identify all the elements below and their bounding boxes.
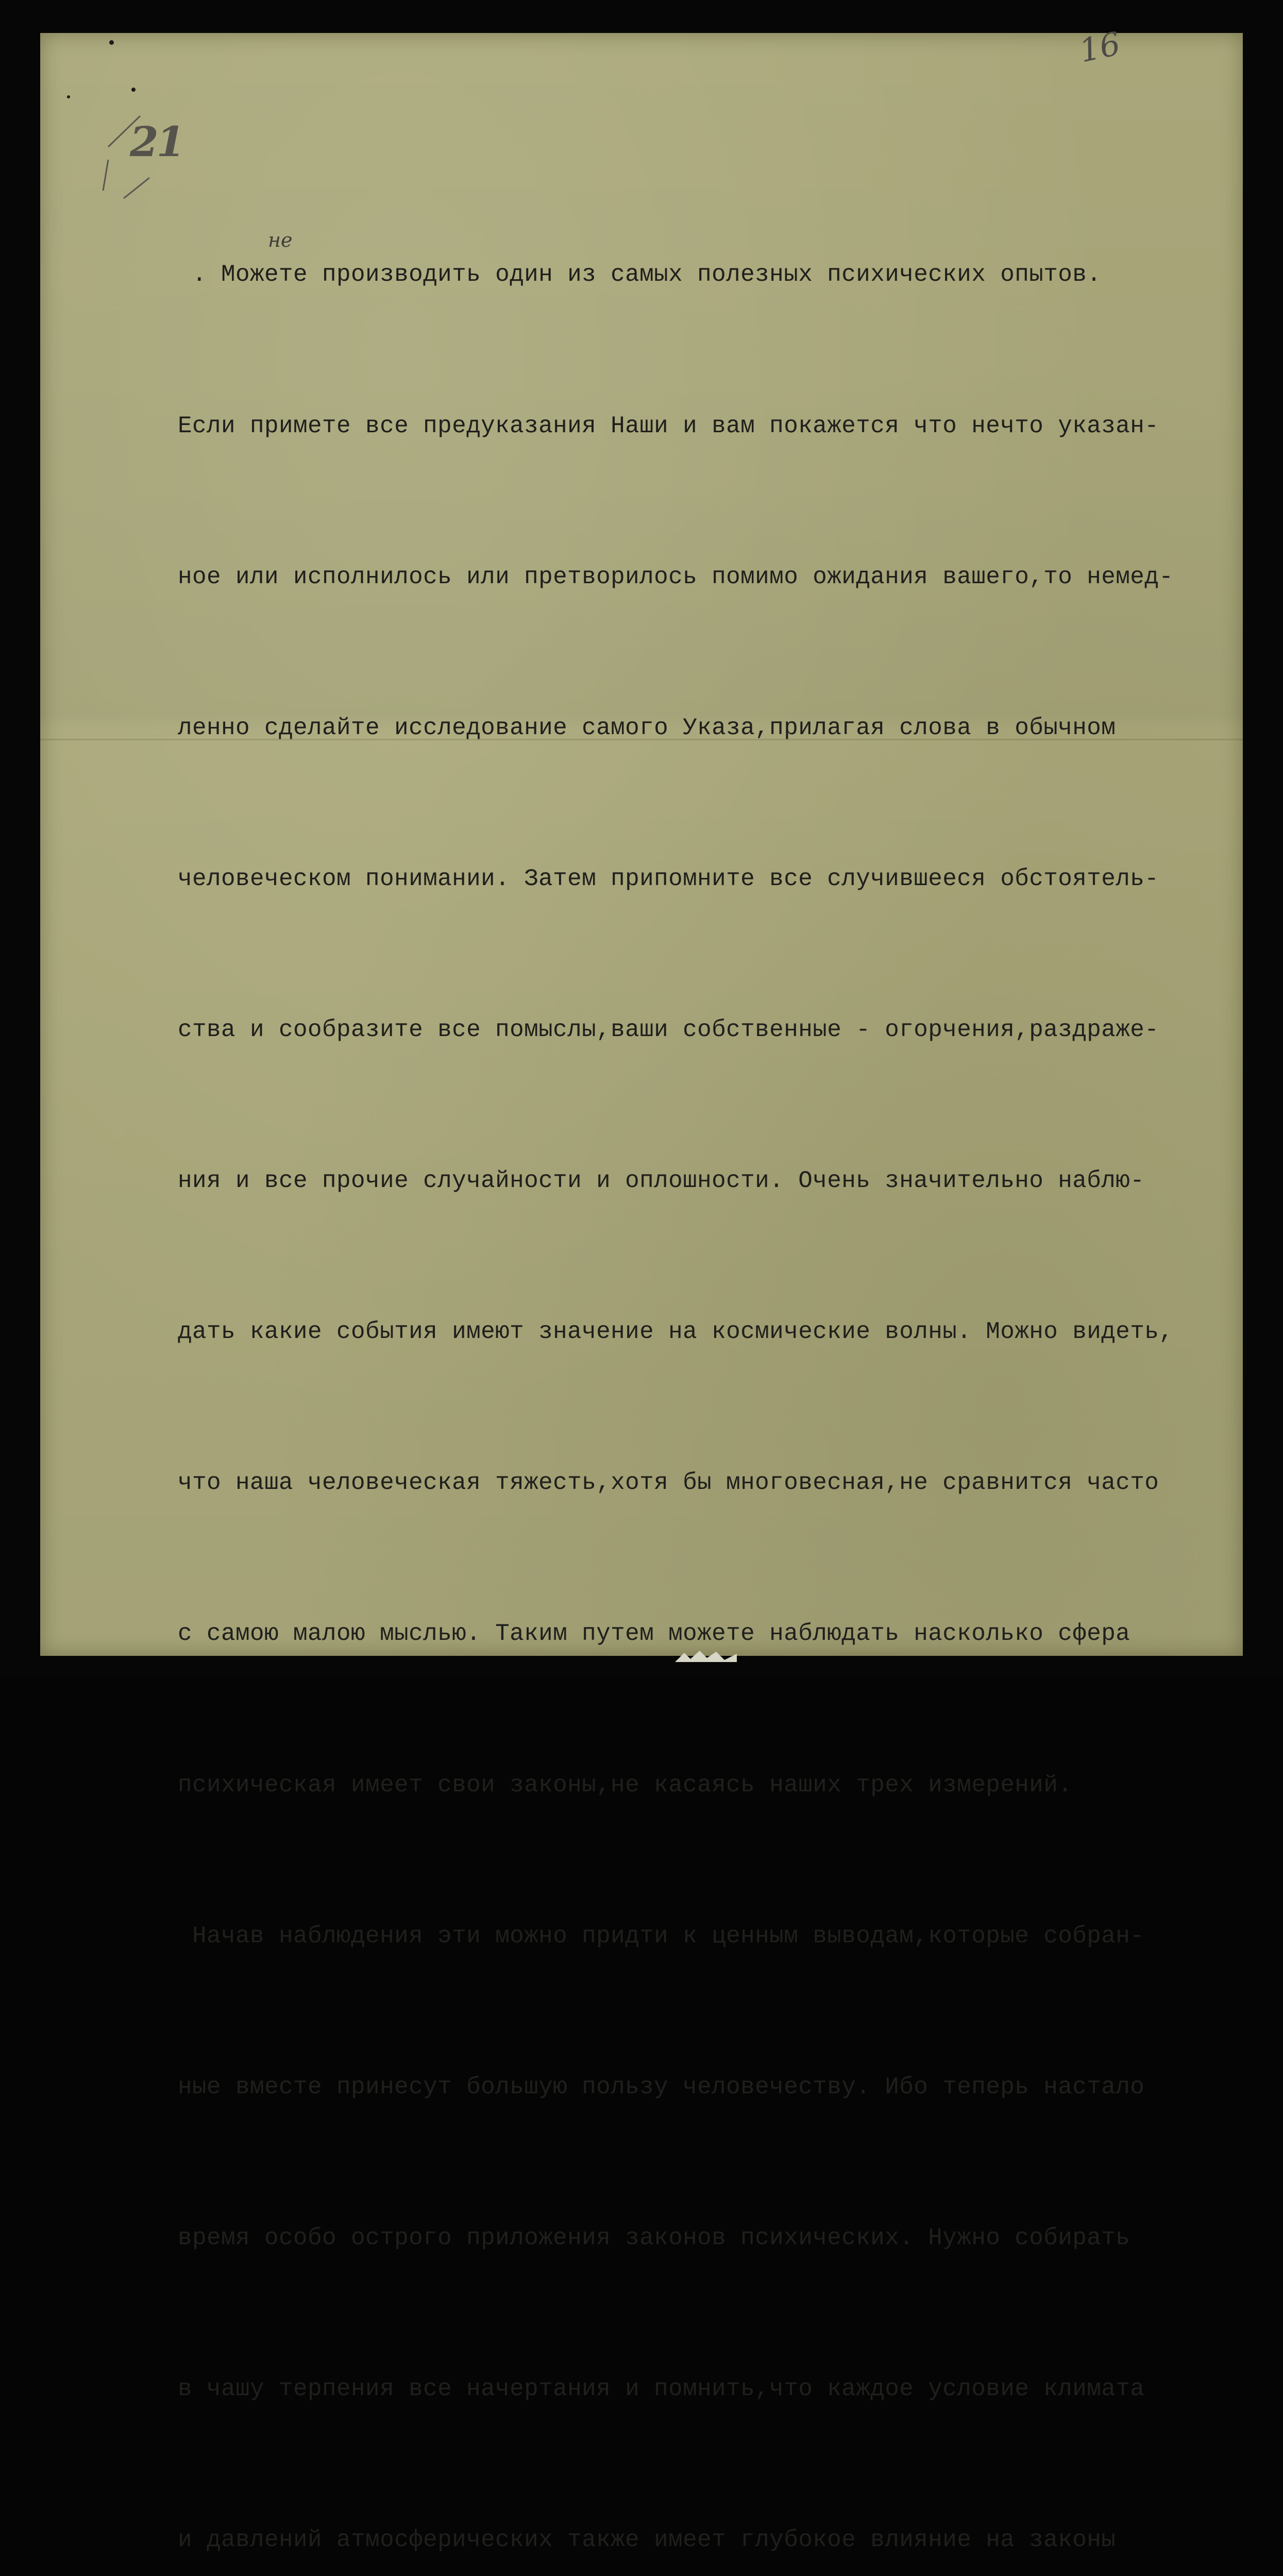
text-line: . Можете производить один из самых полезных психических опытов. bbox=[178, 261, 1102, 289]
text-line: Если примете все предуказания Наши и вам покажется что нечто указан- bbox=[178, 412, 1159, 439]
text-line: человеческом понимании. Затем припомните все случившееся обстоятель- bbox=[178, 865, 1159, 892]
ink-speck bbox=[67, 95, 70, 98]
paragraph-number: 21 bbox=[130, 117, 183, 166]
text-line: в чашу терпения все начертания и помнить,что каждое условие климата bbox=[178, 2375, 1145, 2402]
typed-text bbox=[178, 149, 1239, 2576]
text-line: ные вместе принесут большую пользу человечеству. Ибо теперь настало bbox=[178, 2073, 1145, 2100]
text-line: и давлений атмосферических также имеет глубокое влияние на законы bbox=[178, 2527, 1116, 2554]
page-number: 16 bbox=[1076, 24, 1124, 70]
text-line: ленно сделайте исследование самого Указа,прилагая слова в обычном bbox=[178, 714, 1116, 741]
text-line: ное или исполнилось или претворилось помимо ожидания вашего,то немед- bbox=[178, 563, 1174, 590]
text-line: ства и сообразите все помыслы,ваши собственные - огорчения,раздраже- bbox=[178, 1016, 1159, 1043]
text-line: ния и все прочие случайности и оплошности. Очень значительно наблю- bbox=[178, 1167, 1145, 1195]
text-line: психическая имеет свои законы,не касаясь наших трех измерений. bbox=[178, 1771, 1073, 1799]
text-line: время особо острого приложения законов психических. Нужно собирать bbox=[178, 2224, 1130, 2251]
ink-speck bbox=[109, 40, 114, 45]
handwritten-correction: не bbox=[268, 229, 293, 251]
text-line: Начав наблюдения эти можно придти к ценным выводам,которые собран- bbox=[178, 1922, 1145, 1950]
ink-speck bbox=[131, 88, 136, 92]
text-line: что наша человеческая тяжесть,хотя бы многовесная,не сравнится часто bbox=[178, 1469, 1159, 1497]
text-line: дать какие события имеют значение на космические волны. Можно видеть, bbox=[178, 1318, 1174, 1346]
paper-tear bbox=[675, 1649, 737, 1662]
text-line: с самою малою мыслью. Таким путем можете наблюдать насколько сфера bbox=[178, 1620, 1130, 1648]
